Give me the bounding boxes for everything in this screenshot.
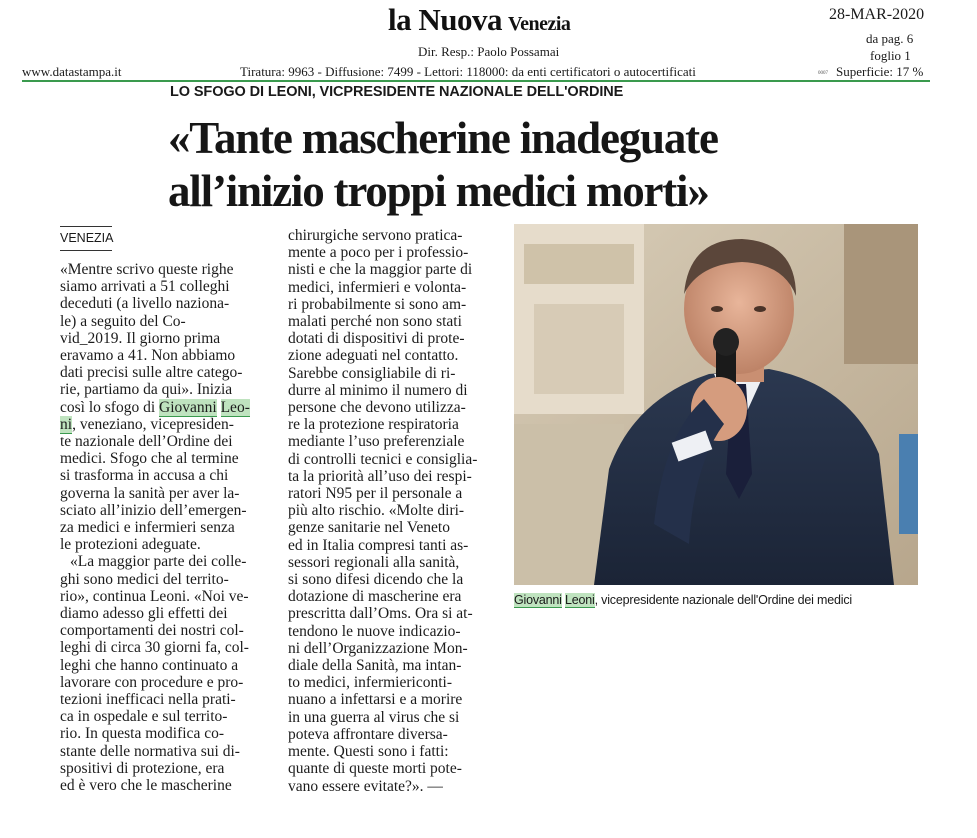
paragraph-1 bbox=[60, 261, 265, 553]
person-last-name-a: Leo- bbox=[220, 398, 250, 416]
dateline-rule-bottom bbox=[60, 250, 112, 251]
paragraph-1-part-a: «Mentre scrivo queste righe siamo arrivati a 51 colleghi deceduti (a livello naziona- le) a seguito del Co- vid_2019. Il giorno prima eravamo a 41. Non abbiamo dati precisi sulle altre catego- rie, partiamo da qui». Inizia così lo sfogo di bbox=[60, 261, 243, 416]
dateline-rule-top bbox=[60, 226, 112, 227]
masthead-edition: Venezia bbox=[508, 13, 571, 35]
masthead bbox=[388, 2, 570, 38]
circulation-info: Tiratura: 9963 - Diffusione: 7499 - Lettori: 118000: da enti certificatori o autocertificati bbox=[240, 64, 696, 79]
article-column-1 bbox=[60, 261, 265, 794]
caption-last-name: Leoni bbox=[565, 593, 595, 607]
publication-date: 28-MAR-2020 bbox=[829, 6, 925, 23]
person-last-name-b: ni bbox=[60, 415, 73, 433]
surface-info: Superficie: 17 % bbox=[836, 64, 924, 79]
director-line: Dir. Resp.: Paolo Possamai bbox=[418, 44, 560, 59]
page-from: da pag. 6 bbox=[866, 31, 914, 46]
dateline: VENEZIA bbox=[60, 231, 114, 245]
article-headline bbox=[168, 112, 888, 218]
masthead-title: la Nuova bbox=[388, 2, 502, 37]
photo-caption bbox=[514, 593, 852, 607]
headline-line-2: all’inizio troppi medici morti» bbox=[168, 166, 709, 216]
article-column-2 bbox=[288, 227, 494, 795]
page-reference bbox=[866, 30, 913, 64]
website-link[interactable]: www.datastampa.it bbox=[22, 64, 122, 79]
header-divider bbox=[22, 80, 930, 82]
headline-line-1: «Tante mascherine inadeguate bbox=[168, 113, 718, 163]
article-kicker: LO SFOGO DI LEONI, VICPRESIDENTE NAZIONALE DELL'ORDINE bbox=[170, 84, 624, 100]
barcode-code: 0007 bbox=[818, 71, 828, 76]
person-first-name: Giovanni bbox=[159, 398, 217, 416]
paragraph-1-part-b: , veneziano, vicepresiden- te nazionale dell’Ordine dei medici. Sfogo che al termine si trasforma in accusa a chi governa la sanità per aver la- sciato all’inizio dell’emergen- za medici e infermieri senza le protezioni adeguate. bbox=[60, 415, 247, 554]
sheet-number: foglio 1 bbox=[870, 48, 911, 63]
caption-text: , vicepresidente nazionale dell'Ordine dei medici bbox=[594, 593, 852, 607]
speaker-photo bbox=[514, 224, 918, 585]
paragraph-2: «La maggior parte dei colle- ghi sono medici del territo- rio», continua Leoni. «Noi ve- diamo adesso gli effetti dei comportamenti dei nostri col- leghi di circa 30 giorni fa, col- leghi che hanno continuato a lavorare con procedure e pro- tezioni inefficaci nella prati- ca in ospedale e sul territo- rio. In questa modifica co- stante delle normativa sui di- spositivi di protezione, era ed è vero che le mascherine bbox=[60, 553, 249, 795]
caption-first-name: Giovanni bbox=[514, 593, 562, 607]
paragraph-3: chirurgiche servono pratica- mente a poco per i professio- nisti e che la maggior parte di medici, infermieri e volonta- ri probabilmente si sono am- malati perché non sono stati dotati di dispositivi di prote- zione adeguati nel contatto. Sarebbe consigliabile di ri- durre al minimo il numero di persone che devono utilizza- re la protezione respiratoria mediante l’uso preferenziale di controlli tecnici e consiglia- ta la priorità all’uso dei respi- ratori N95 per il personale a più alto rischio. «Molte diri- genze sanitarie nel Veneto ed in Italia compresi tanti as- sessori regionali alla sanità, si sono difesi dicendo che la dotazione di mascherine era prescritta dall’Oms. Ora si at- tendono le nuove indicazio- ni dell’Organizzazione Mon- diale della Sanità, ma intan- to medici, infermiericonti- nuano a infettarsi e a morire in una guerra al virus che si poteva affrontare diversa- mente. Questi sono i fatti: quante di queste morti pote- vano essere evitate?». — bbox=[288, 227, 478, 795]
